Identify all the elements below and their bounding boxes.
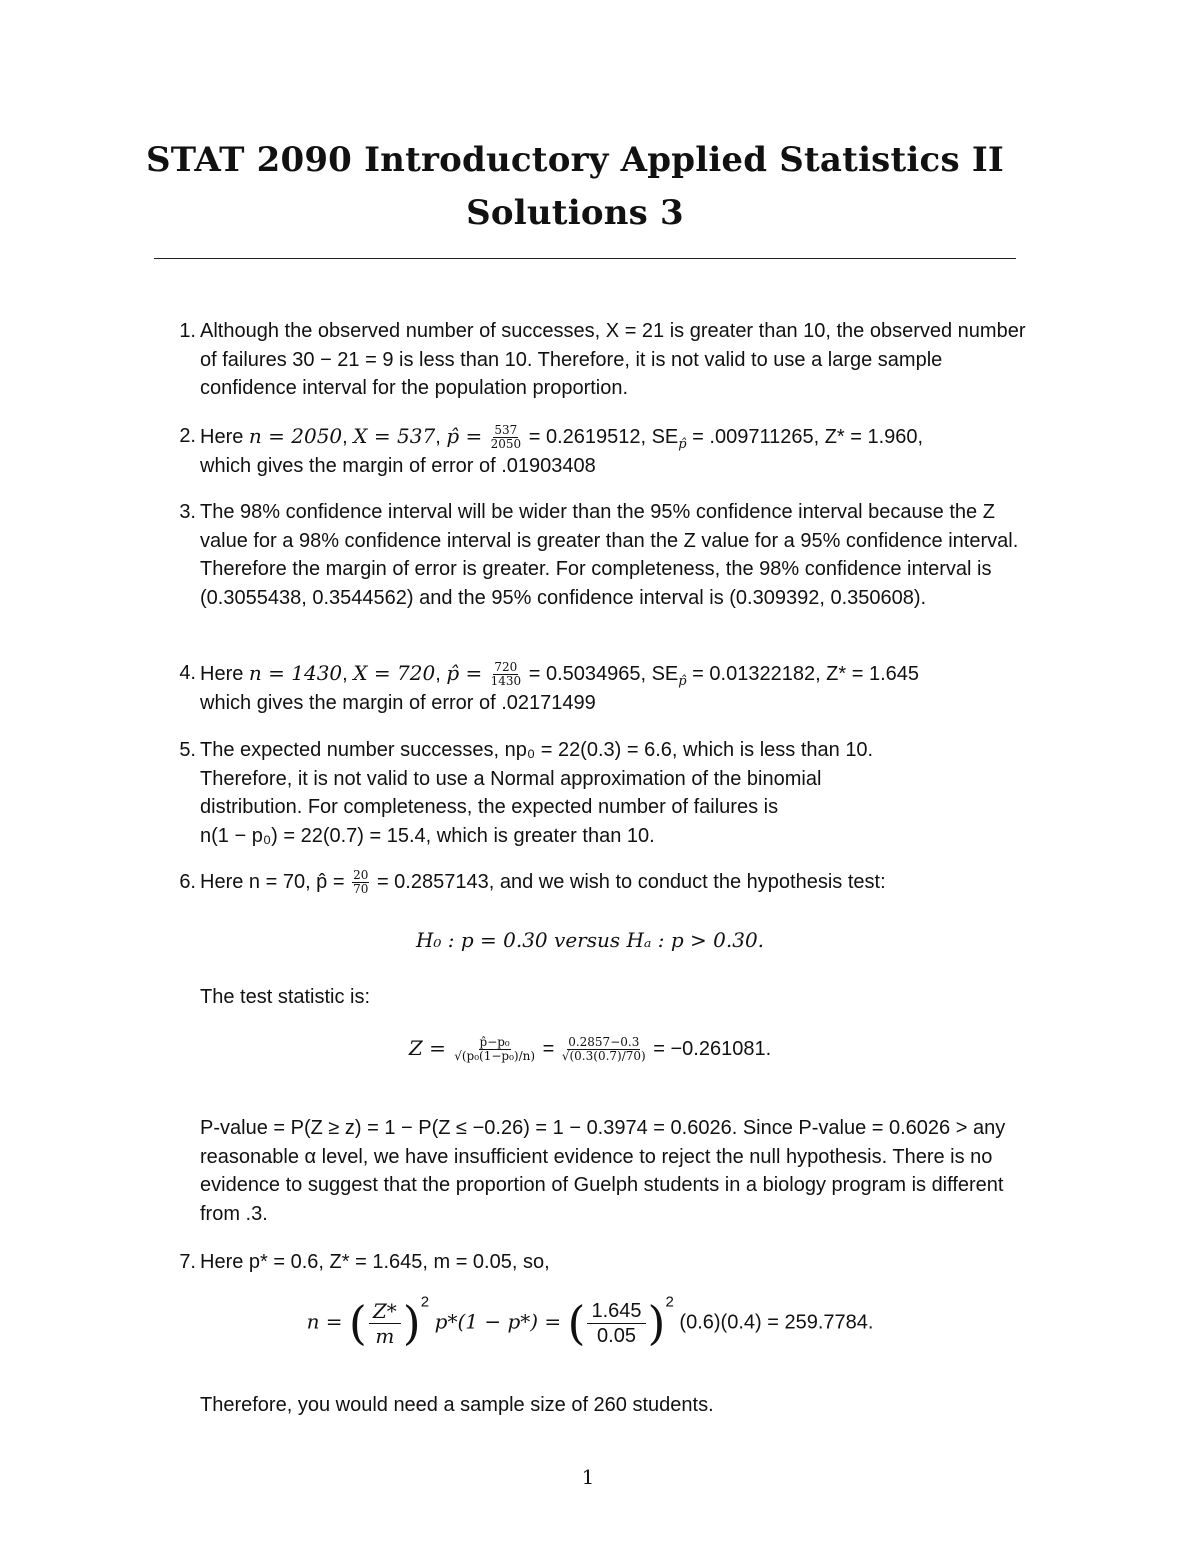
item-text: Here p* = 0.6, Z* = 1.645, m = 0.05, so, [200, 1251, 550, 1273]
item-line: distribution. For completeness, the expected number of failures is [200, 796, 779, 818]
margin-text: which gives the margin of error of .02171499 [200, 691, 596, 714]
sample-size: n = 1430 [248, 661, 343, 685]
item-text: Here [200, 426, 249, 448]
p-hat-fraction: $\frac{720}{1430}$ [490, 660, 522, 689]
sample-size-conclusion: Therefore, you would need a sample size of 260 students. [200, 1394, 714, 1416]
item-number: 4. [179, 662, 196, 684]
estimate-text: = 0.2619512, SE [528, 426, 679, 448]
successes: X = 537 [353, 424, 436, 448]
item-number: 5. [179, 739, 196, 761]
margin-text: which gives the margin of error of .01903408 [200, 454, 596, 477]
successes: X = 720 [353, 661, 436, 685]
test-statistic-intro: The test statistic is: [200, 986, 371, 1008]
solution-item-7 [160, 1248, 1040, 1277]
item-number: 3. [179, 501, 196, 523]
solution-item-5 [160, 736, 1040, 850]
hypothesis-statement: H₀ : p = 0.30 versus Hₐ : p > 0.30. [415, 928, 765, 952]
item-number: 2. [179, 425, 196, 447]
document-title: STAT 2090 Introductory Applied Statistics II [145, 140, 1005, 180]
p-hat: p̂ = [446, 661, 489, 685]
item-number: 7. [179, 1251, 196, 1273]
item-text: Although the observed number of successes, X = 21 is greater than 10, the observed number of failures 30 − 21 = 9 is less than 10. Therefore, it is not valid to use a large sample confidence interval for the population proportion. [200, 320, 1026, 399]
item-text: Here n = 70, p̂ = [200, 871, 351, 893]
item-text: The 98% confidence interval will be wider than the 95% confidence interval because the Z value for a 98% confidence interval is greater than the Z value for a 95% confidence interval. Therefore the margin of error is greater. For completeness, the 98% confidence interval is (0.3055438, 0.3544562) and the 95% confidence interval is (0.309392, 0.350608). [200, 501, 1019, 609]
solution-item-1 [160, 317, 1040, 403]
page-number: 1 [581, 1465, 595, 1489]
solution-item-2: 2. Here n = 2050, X = 537, p̂ = $\frac{537}{2050}$ = 0.2619512, $SE_{p̂} = .009711265$, Z* = 1.960, which gives the margin of error of .01903408 [160, 422, 1040, 480]
z-fraction-numeric: $\frac{0.2857-0.3}{√(0.3(0.7)/70)}$ [561, 1035, 646, 1064]
item-number: 6. [179, 871, 196, 893]
sample-size: n = 2050 [248, 424, 343, 448]
estimate-text: = 0.5034965, SE [528, 663, 679, 685]
item-text: Here [200, 663, 249, 685]
p-hat: p̂ = [446, 424, 489, 448]
item-line: Therefore, it is not valid to use a Normal approximation of the binomial [200, 767, 822, 790]
p-value-paragraph: P-value = P(Z ≥ z) = 1 − P(Z ≤ −0.26) = 1 − 0.3974 = 0.6026. Since P-value = 0.6026 > any reasonable α level, we have insufficient evidence to reject the null hypothesis. There is no evidence to suggest that the proportion of Guelph students in a biology program is different from .3. [200, 1117, 1006, 1225]
solution-item-6 [160, 868, 1040, 897]
item-text: = 0.2857143, and we wish to conduct the hypothesis test: [371, 871, 886, 893]
z-statistic-equation: Z = $\frac{\text{p̂−p₀}}{\text{√(p₀(1−p₀)/n)}}$ = $\frac{0.2857-0.3}{√(0.3(0.7)/70)}$ = −0.261081. [408, 1035, 772, 1064]
solution-item-4: 4. Here n = 1430, X = 720, p̂ = $\frac{720}{1430}$ = 0.5034965, $SE_{p̂} = 0.01322182$, Z* = 1.645 which gives the margin of error of .02171499 [160, 659, 1040, 717]
p-hat-fraction: $\frac{537}{2050}$ [490, 423, 522, 452]
title-rule [154, 258, 1016, 259]
z-fraction-symbolic: $\frac{\text{p̂−p₀}}{\text{√(p₀(1−p₀)/n)}}$ [454, 1035, 536, 1064]
document-subtitle: Solutions 3 [466, 193, 684, 233]
sample-size-equation: n = ( $\frac{Z*}{m}$ )$^2$ p*(1 − p*) = ( $\frac{1.645}{0.05}$ )$^2$ (0.6)(0.4) = 259.7784. [306, 1293, 874, 1350]
se-text: = 0.01322182, Z* = 1.645 [686, 663, 920, 685]
item-line: n(1 − p₀) = 22(0.7) = 15.4, which is greater than 10. [200, 824, 655, 847]
se-text: = .009711265, Z* = 1.960, [686, 426, 924, 448]
solution-item-3 [160, 498, 1040, 612]
item-line: The expected number successes, np₀ = 22(0.3) = 6.6, which is less than 10. [200, 739, 874, 761]
p-hat-fraction: $\frac{20}{70}$ [353, 868, 369, 897]
item-number: 1. [179, 320, 196, 342]
